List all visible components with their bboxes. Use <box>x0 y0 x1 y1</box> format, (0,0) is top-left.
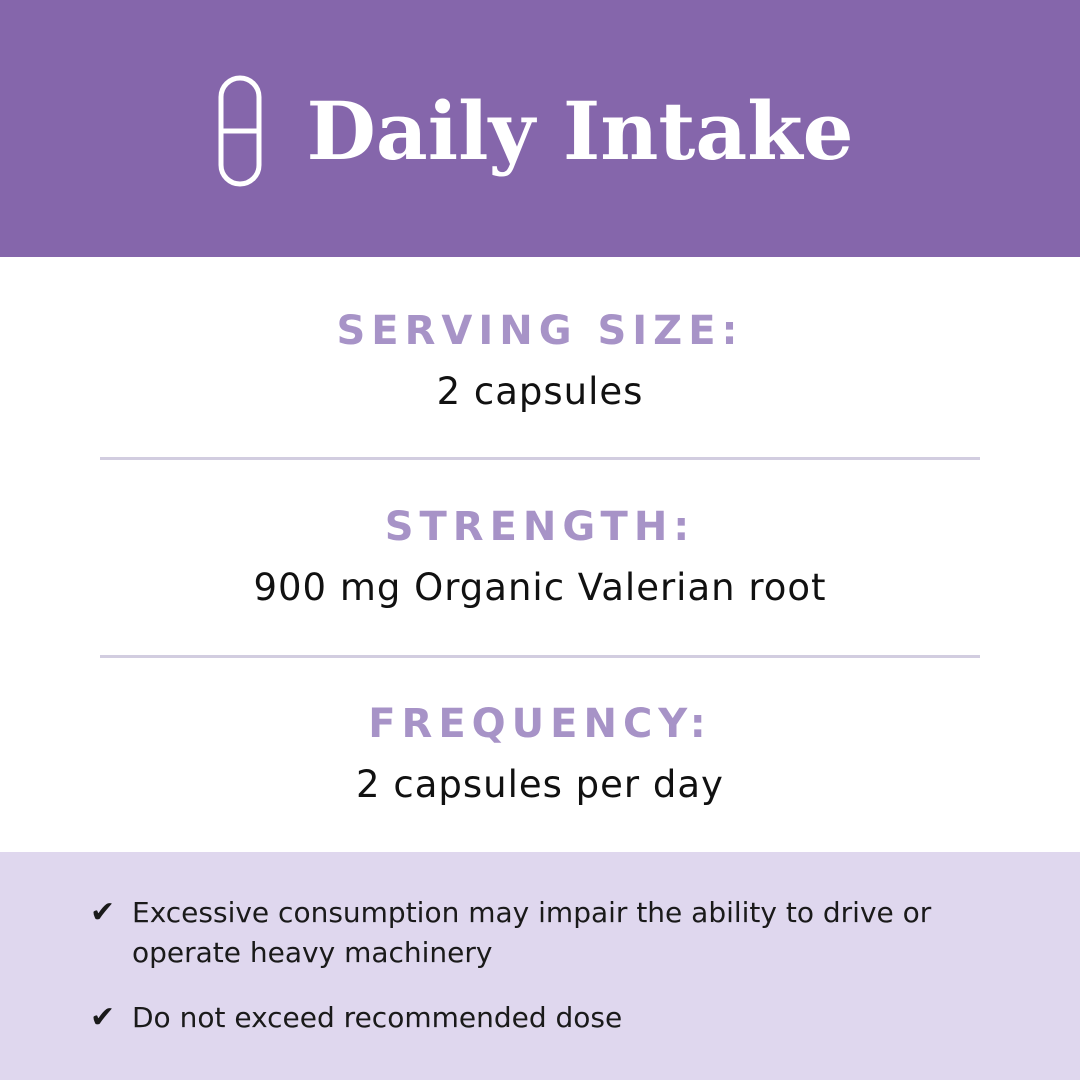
frequency-section <box>0 701 1080 806</box>
header-content <box>218 75 853 187</box>
warning-item <box>90 998 990 1038</box>
warning-text: Do not exceed recommended dose <box>132 1001 623 1034</box>
warning-item <box>90 893 990 973</box>
warning-text: Excessive consumption may impair the ability to drive or operate heavy machinery <box>132 896 932 969</box>
frequency-label: FREQUENCY: <box>368 701 712 747</box>
frequency-value: 2 capsules per day <box>356 763 724 806</box>
header-banner <box>0 0 1080 257</box>
check-icon: ✔ <box>90 895 116 930</box>
serving-size-value: 2 capsules <box>436 370 644 413</box>
strength-value: 900 mg Organic Valerian root <box>253 566 827 609</box>
serving-size-section <box>0 308 1080 413</box>
serving-size-label: SERVING SIZE: <box>336 308 744 354</box>
check-icon: ✔ <box>90 1000 116 1035</box>
page-title: Daily Intake <box>306 83 854 178</box>
divider <box>100 457 980 460</box>
strength-section <box>0 504 1080 609</box>
capsule-icon <box>218 75 262 187</box>
divider <box>100 655 980 658</box>
strength-label: STRENGTH: <box>384 504 696 550</box>
